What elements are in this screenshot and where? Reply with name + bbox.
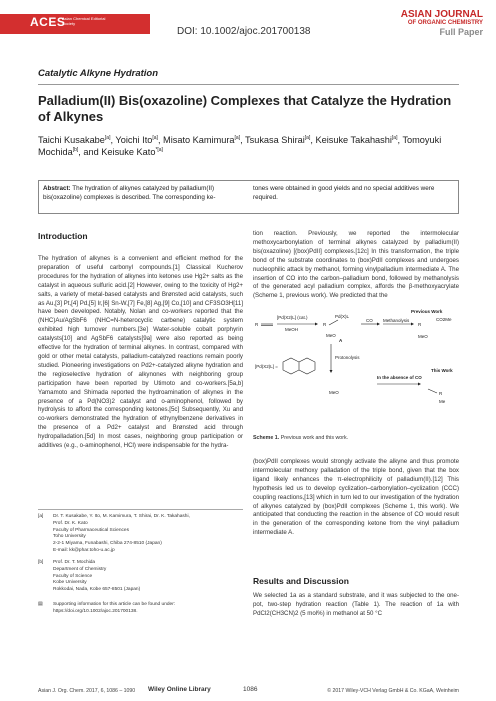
this-work-label: This Work [431,368,453,373]
previous-work-label: Previous Work [411,309,443,314]
catalyst-label: [Pd(X2)L] (cat.) [277,315,308,320]
article-type: Full Paper [439,27,483,37]
affil-a-label: [a] [38,514,44,519]
intro-heading: Introduction [38,231,88,241]
meo-label: MeO [326,333,336,338]
support-icon: ▤ [38,602,43,607]
scheme-1-graphic [253,304,459,432]
scheme-caption-label: Scheme 1. [253,435,280,441]
affil-line: Prof. Dr. K. Kato [53,520,88,526]
author-name: Yoichi Ito [115,135,153,145]
journal-title: ASIAN JOURNAL [400,9,483,20]
r-group-product: R [418,322,422,327]
wiley-online-library-link[interactable]: Wiley Online Library [148,686,211,693]
doi-link[interactable]: DOI: 10.1002/ajoc.201700138 [177,26,311,37]
divider [38,84,459,85]
article-title: Palladium(II) Bis(oxazoline) Complexes that Catalyze the Hydration of Alkynes [38,93,452,124]
box-label: [Pd(X2)L] = [255,364,278,369]
copyright: © 2017 Wiley-VCH Verlag GmbH & Co. KGaA, Weinheim [327,688,459,694]
affiliation-b [53,560,243,594]
supporting-info-link[interactable]: Supporting information for this article can be found under: https://doi.org/10.1002/ajoc.201700138. [53,602,176,614]
protonolysis-label: Protonolysis [335,355,360,360]
meoh-label: MeOH [285,327,299,332]
pdxl-label: Pd(X)L [335,314,350,319]
affil-line: Faculty of Pharmaceutical Sciences [53,527,129,533]
author-affil-mark: [b] [72,146,79,153]
abstract-left [43,184,243,202]
affil-line: Department of Chemistry [53,566,107,572]
meo-enol-label: MeO [329,390,339,395]
author-name: Tsukasa Shirai [245,135,305,145]
absence-co-label: In the absence of CO [377,375,422,380]
author-affil-mark: *[a] [155,146,163,153]
intro-text-left: The hydration of alkynes is a convenient and efficient method for the preparation of useful carbonyl compounds.[1] Classical Kucherov procedures for the hydration of alkynes into ketones use Hg2+ salts as the catalyst in aqueous sulfuric acid.[2] However, owing to the toxicity of Hg2+ salts, a variety of metal-based catalysts and Brønsted acid catalysts, such as Au,[3] Pt,[4] Pd,[5] Ir,[6] Sn-W,[7] Fe,[8] Ag,[9] Co,[10] and CF3SO3H[11] have been developed. Notably, Nolan and co-workers reported that the (NHC)Au/AgSbF6 (NHC=N-heterocyclic carbene) catalytic system exhibited high turnover numbers.[3e] Water-soluble cobalt porphyrin catalysts[10] and AgSbF6 catalysts[9a] were also reported as being effective for the hydration of terminal alkynes. In contrast, compared with gold or other metal catalysts, palladium-catalyzed reactions remain poorly studied. Pioneering investigations on Pd2+-catalyzed alkyne hydration and the regioselective hydration of alkynones with neighboring group participation have been reported by Utimoto and co-workers.[5a,b] Yamamoto and Shimada reported the hydroamination of alkynes in the presence of a Pd(NO3)2 catalyst and o-aminophenol, followed by hydrolysis to afford the corresponding ketones.[5c] Subsequently, Xu and co-workers demonstrated the hydration of ethynylbenzene derivatives in the presence of a Pd2+ catalyst and Brønsted acid through hydropalladation.[5d] In most cases, neighboring group participation or additives (e.g., o-aminophenol, HCl) were indispensable for the hydra- [38,255,243,450]
scheme-r: R [255,322,259,327]
affil-line: Kobe University [53,580,87,586]
author-affil-mark: [a] [234,134,241,141]
abstract-text: The hydration of alkynes catalyzed by palladium(II) bis(oxazoline) complexes is described. The corresponding ke- [43,185,216,201]
author-affil-mark: [a] [152,134,158,141]
section-tag: Catalytic Alkyne Hydration [38,68,159,79]
page-number: 1086 [243,686,258,693]
r-group-a: R [323,322,327,327]
affil-email[interactable]: E-mail: kk@phar.toho-u.ac.jp [53,547,115,553]
author-name: and Keisuke Kato [83,146,156,157]
results-heading: Results and Discussion [253,576,349,586]
co2me-label: CO2Me [436,317,452,322]
author-name: Tomoyuki Mochida [38,135,442,157]
affil-line: Dr. T. Kusakabe, Y. Ito, M. Kamimura, T. Shirai, Dr. K. Takahashi, [53,514,190,519]
intro-text-right: tion reaction. Previously, we reported the intermolecular methoxycarbonylation of terminal alkynes catalyzed by palladium(II) bis(oxazoline) [(box)PdII] complexes.[12c] In this transformation, the triple bond of the substrate coordinates to (box)PdII complexes and undergoes nucleophilic attack by methanol, forming vinylpalladium intermediate A. The insertion of CO into the carbon–palladium bond, followed by methanolysis of the generated acyl palladium complex, affords the β-methoxyacrylate (Scheme 1, previous work). We predicted that the [253,230,459,300]
body-text-right: (box)PdII complexes would strongly activate the alkyne and thus promote intermolecular methoxy palladation of the triple bond, given that the box ligand likely enhances the π-electrophilicity of palladium(II).[12] This hypothesis led us to develop cyclization–carbonylation–cyclization (CCC) coupling reactions,[13] which in turn led to our investigation of the hydration of alkynes catalyzed by (box)PdII complexes (Scheme 1, this work). We anticipated that conducting the reaction in the absence of CO would result in the generation of the corresponding ketone from the vinyl palladium intermediate A. [253,458,459,537]
box-ligand-structure [283,358,299,374]
divider [38,509,243,510]
co-label: CO [366,318,373,323]
affil-b-label: [b] [38,560,44,565]
intermediate-a-label: A [339,338,343,343]
r-group-ketone: R [439,391,443,396]
abstract-label: Abstract: [43,185,71,192]
affiliation-a [53,514,243,555]
results-text: We selected 1a as a standard substrate, and it was subjected to the one-pot, two-step hydration reaction (Table 1). The reaction of 1a with PdCl2(CH3CN)2 (5 mol%) in methanol at 50 °C [253,592,459,617]
author-name: Taichi Kusakabe [38,135,105,145]
author-list: Taichi Kusakabe[a], Yoichi Ito[a], Misato Kamimura[a], Tsukasa Shirai[a], Keisuke Takahashi[a], Tomoyuki Mochida[b], and Keisuke Kato$^{*[a]}$ [38,134,442,157]
affil-line: Prof. Dr. T. Mochida [53,560,96,565]
citation: Asian J. Org. Chem. 2017, 6, 1086 – 1090 [38,688,136,694]
affil-line: Rokkodai, Nada, Kobe 657-8501 (Japan) [53,587,141,593]
aces-logo: ACES [30,15,66,29]
author-name: Misato Kamimura [163,135,235,145]
journal-logo [401,10,483,37]
author-name: Keisuke Takahashi [315,135,392,145]
journal-header [0,0,496,50]
aces-subtitle: Asian Chemical Editorial Society [62,16,106,26]
author-affil-mark: [a] [391,134,398,141]
abstract-right: tones were obtained in good yields and no special additives were required. [253,185,435,201]
author-affil-mark: [a] [304,134,311,141]
scheme-caption-text: Previous work and this work. [280,435,349,441]
affil-line: Toho University [53,534,86,540]
scheme-caption [253,435,348,441]
affil-line: Faculty of Science [53,573,93,579]
affil-line: 2-2-1 Miyama, Funabashi, Chiba 274-8510 (Japan) [53,541,162,547]
author-affil-mark: [a] [104,134,111,141]
meo-product-label: MeO [418,334,428,339]
me-label: Me [439,399,446,404]
methanolysis-label: Methanolysis [383,318,410,323]
journal-subtitle: OF ORGANIC CHEMISTRY [407,20,483,26]
